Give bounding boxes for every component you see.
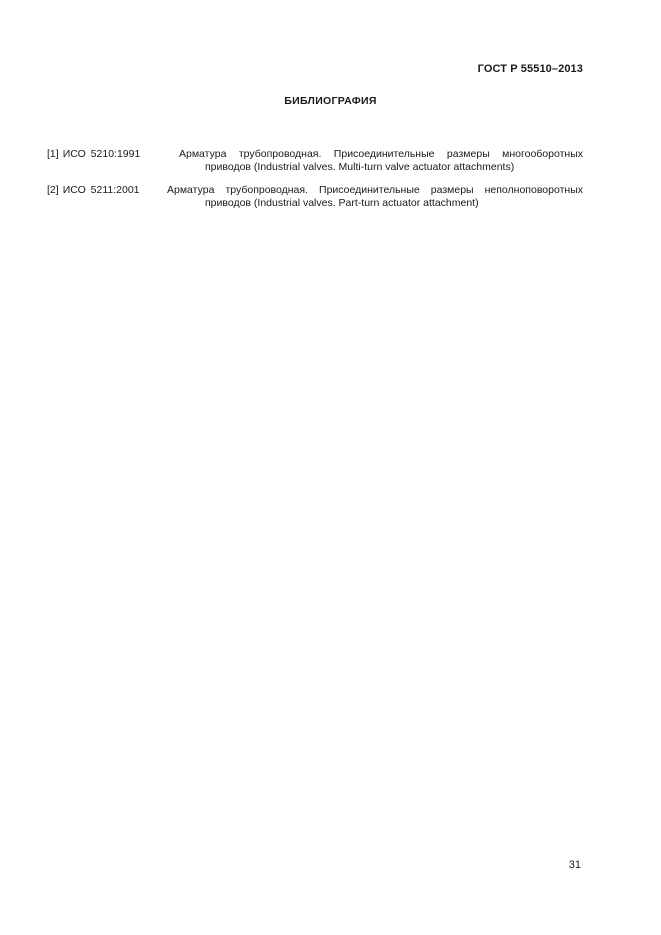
section-title: БИБЛИОГРАФИЯ (284, 95, 377, 107)
entry-reference: ИСО 5211:2001 (62, 184, 140, 196)
entry-description-line2: приводов (Industrial valves. Part-turn actuator attachment) (205, 197, 479, 209)
entry-description-line1: Арматура трубопроводная. Присоединительные размеры неполноповоротных (167, 184, 583, 196)
entry-description-line1: Арматура трубопроводная. Присоединительные размеры многооборотных (179, 148, 583, 160)
bibliography-entry (47, 184, 583, 210)
bibliography-list (47, 148, 583, 220)
entry-description (167, 184, 583, 210)
entry-number: [1] (47, 148, 59, 160)
entry-description (179, 148, 583, 174)
entry-number: [2] (47, 184, 59, 196)
document-code: ГОСТ Р 55510–2013 (477, 63, 583, 75)
entry-description-line2: приводов (Industrial valves. Multi-turn valve actuator attachments) (205, 161, 515, 173)
bibliography-entry (47, 148, 583, 174)
entry-reference: ИСО 5210:1991 (62, 148, 141, 160)
page-number: 31 (568, 859, 581, 871)
